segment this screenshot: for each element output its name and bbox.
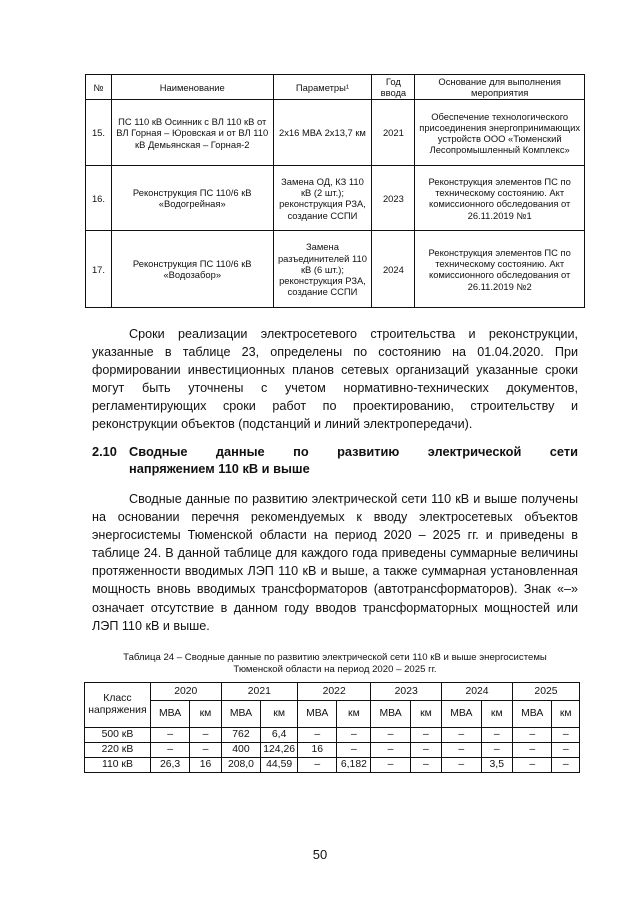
table-cell: – [410, 758, 441, 773]
table-row [85, 728, 580, 743]
table-caption [92, 652, 578, 675]
section-title-line1: Сводные данные по развитию электрической сети [129, 444, 578, 459]
table-cell: – [552, 743, 580, 758]
table-cell: – [371, 728, 410, 743]
table-cell: – [298, 728, 337, 743]
table-cell: – [371, 758, 410, 773]
row-year: 2024 [372, 231, 415, 308]
voltage-class: 220 кВ [85, 743, 151, 758]
table-row [85, 743, 580, 758]
row-name: Реконструкция ПС 110/6 кВ «Водозабор» [111, 231, 273, 308]
row-params: Замена разъединителей 110 кВ (6 шт.); реконструкция РЗА, создание ССПИ [273, 231, 372, 308]
year-header-row [85, 683, 580, 701]
row-basis: Реконструкция элементов ПС по техническому состоянию. Акт комиссионного обследования от 26.11.2019 №2 [415, 231, 585, 308]
table-cell: – [442, 743, 481, 758]
row-params: 2х16 МВА 2х13,7 км [273, 100, 372, 166]
table-cell: – [442, 758, 481, 773]
table-cell: 26,3 [150, 758, 189, 773]
row-basis: Реконструкция элементов ПС по техническому состоянию. Акт комиссионного обследования от 26.11.2019 №1 [415, 166, 585, 231]
row-number: 15. [86, 100, 112, 166]
year-header: 2020 [150, 683, 221, 701]
table-cell: 44,59 [261, 758, 298, 773]
unit-header-km: км [337, 701, 371, 728]
unit-header-mva: МВА [442, 701, 481, 728]
table-cell: – [190, 728, 221, 743]
unit-header-mva: МВА [298, 701, 337, 728]
row-number: 16. [86, 166, 112, 231]
table-cell: 6,4 [261, 728, 298, 743]
unit-header-km: км [481, 701, 512, 728]
column-header: Параметры¹ [273, 75, 372, 100]
table-header-row [86, 75, 585, 100]
year-header: 2022 [298, 683, 371, 701]
table-cell: 124,26 [261, 743, 298, 758]
section-heading [92, 443, 578, 477]
caption-line: Таблица 24 – Сводные данные по развитию электрической сети 110 кВ и выше энергосистемы [123, 652, 547, 663]
table-cell: – [371, 743, 410, 758]
paragraph-text: Сроки реализации электросетевого строительства и реконструкции, указанные в таблице 23, определены по состоянию на 01.04.2020. При формировании инвестиционных планов сетевых организаций указанные сроки могут быть уточнены с учетом нормативно-технических документов, регламентирующих сроки работ по проектированию, строительству и реконструкции объектов (подстанций и линий электропередачи). [92, 327, 578, 432]
unit-header-mva: МВА [150, 701, 189, 728]
table-cell: – [512, 743, 551, 758]
table-23-continuation [85, 74, 585, 308]
table-cell: – [190, 743, 221, 758]
unit-header-km: км [410, 701, 441, 728]
table-cell: 16 [298, 743, 337, 758]
class-header: Класс напряжения [85, 683, 151, 728]
unit-header-km: км [552, 701, 580, 728]
voltage-class: 500 кВ [85, 728, 151, 743]
table-cell: 16 [190, 758, 221, 773]
paragraph-deadlines [92, 325, 578, 434]
table-cell: 762 [221, 728, 261, 743]
paragraph-text: Сводные данные по развитию электрической сети 110 кВ и выше получены на основании перечня рекомендуемых к вводу электросетевых объектов энергосистемы Тюменской области на период 2020 – 2025 гг. и приведены в таблице 24. В данной таблице для каждого года приведены суммарные величины протяженности вводимых ЛЭП 110 кВ и выше, а также суммарная установленная мощность вновь вводимых трансформаторов (автотрансформаторов). Знак «–» означает отсутствие в данном году вводов трансформаторных мощностей или ЛЭП 110 кВ и выше. [92, 492, 578, 633]
column-header: Основание для выполнения мероприятия [415, 75, 585, 100]
unit-header-km: км [261, 701, 298, 728]
voltage-class: 110 кВ [85, 758, 151, 773]
table-cell: – [512, 758, 551, 773]
table-cell: – [410, 743, 441, 758]
table-row [86, 166, 585, 231]
table-cell: – [442, 728, 481, 743]
row-name: Реконструкция ПС 110/6 кВ «Водогрейная» [111, 166, 273, 231]
table-cell: – [150, 728, 189, 743]
table-row [86, 100, 585, 166]
unit-header-mva: МВА [512, 701, 551, 728]
row-name: ПС 110 кВ Осинник с ВЛ 110 кВ от ВЛ Горная – Юровская и от ВЛ 110 кВ Демьянская – Горная-2 [111, 100, 273, 166]
table-cell: – [337, 728, 371, 743]
table-cell: – [298, 758, 337, 773]
year-header: 2024 [442, 683, 513, 701]
column-header: Наименование [111, 75, 273, 100]
year-header: 2021 [221, 683, 297, 701]
table-24 [84, 682, 580, 773]
table-cell: – [337, 743, 371, 758]
unit-header-row [85, 701, 580, 728]
table-cell: – [481, 743, 512, 758]
table-row [85, 758, 580, 773]
table-cell: – [512, 728, 551, 743]
section-title-line2: напряжением 110 кВ и выше [129, 461, 310, 476]
unit-header-mva: МВА [221, 701, 261, 728]
table-row [86, 231, 585, 308]
table-cell: 6,182 [337, 758, 371, 773]
row-params: Замена ОД, КЗ 110 кВ (2 шт.); реконструкция РЗА, создание ССПИ [273, 166, 372, 231]
unit-header-mva: МВА [371, 701, 410, 728]
page-number: 50 [312, 847, 328, 862]
year-header: 2025 [512, 683, 579, 701]
row-year: 2021 [372, 100, 415, 166]
unit-header-km: км [190, 701, 221, 728]
table-cell: – [150, 743, 189, 758]
row-number: 17. [86, 231, 112, 308]
table-cell: – [410, 728, 441, 743]
section-number: 2.10 [92, 444, 117, 459]
table-cell: – [552, 728, 580, 743]
paragraph-summary [92, 490, 578, 635]
row-basis: Обеспечение технологического присоединения энергопринимающих устройств ООО «Тюменский Лесопромышленный Комплекс» [415, 100, 585, 166]
table-cell: 400 [221, 743, 261, 758]
table-cell: 3,5 [481, 758, 512, 773]
year-header: 2023 [371, 683, 442, 701]
table-cell: 208,0 [221, 758, 261, 773]
caption-line: Тюменской области на период 2020 – 2025 гг. [233, 663, 437, 675]
column-header: № [86, 75, 112, 100]
table-cell: – [552, 758, 580, 773]
column-header: Год ввода [372, 75, 415, 100]
table-cell: – [481, 728, 512, 743]
row-year: 2023 [372, 166, 415, 231]
